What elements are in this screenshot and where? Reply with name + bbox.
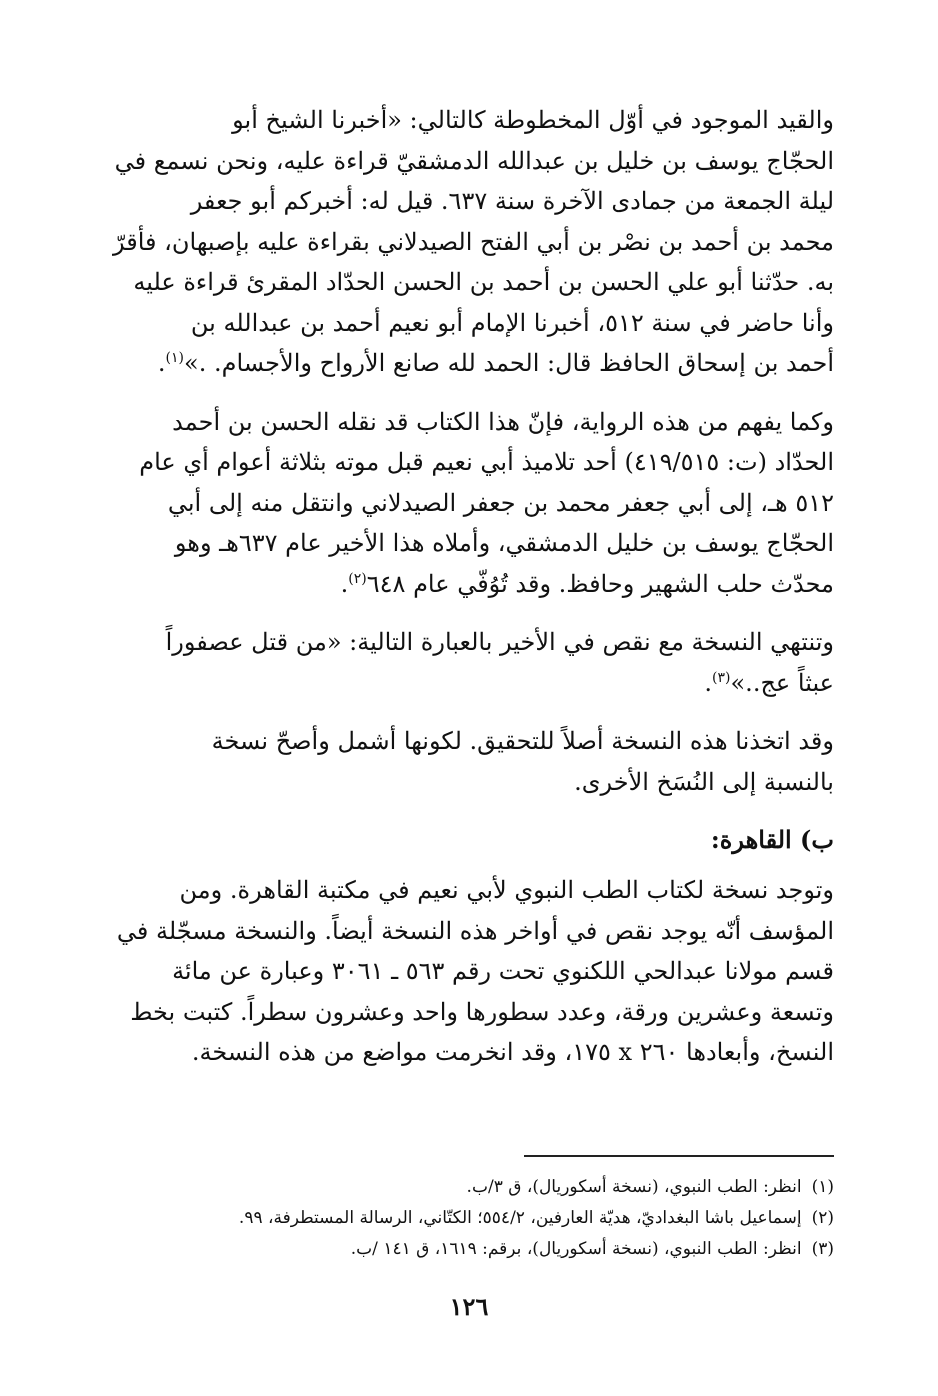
footnote-number: (٣) <box>811 1239 834 1259</box>
text-line: ٥١٢ هـ، إلى أبي جعفر محمد بن جعفر الصيدلاني وانتقل منه إلى أبي <box>167 488 834 517</box>
footnote-text: انظر: الطب النبوي، (نسخة أسكوريال)، برقم: ١٦١٩، ق ١٤١ /ب. <box>350 1239 802 1259</box>
text-line: وتسعة وعشرين ورقة، وعدد سطورها واحد وعشرون سطراً. كتبت بخط <box>130 997 834 1026</box>
text-line: الحدّاد (ت: ٤١٩/٥١٥) أحد تلاميذ أبي نعيم قبل موته بثلاثة أعوام أي عام <box>139 448 834 476</box>
text-line <box>76 663 834 704</box>
text-line: والقيد الموجود في أوّل المخطوطة كالتالي: «أخبرنا الشيخ أبو <box>232 106 834 134</box>
sentence-end: . <box>157 349 166 377</box>
footnote-text: إسماعيل باشا البغداديّ، هديّة العارفين، ٥٥٤/٢؛ الكتّاني، الرسالة المستطرفة، ٩٩. <box>238 1208 802 1228</box>
text-line: قسم مولانا عبدالحي اللكنوي تحت رقم ٥٦٣ ـ ٣٠٦١ وعبارة عن مائة <box>172 957 834 985</box>
paragraph-ending <box>76 622 834 703</box>
text-line: الحجّاج يوسف بن خليل بن عبدالله الدمشقيّ قراءة عليه، ونحن نسمع في <box>114 146 834 175</box>
paragraph-transmission <box>76 402 834 605</box>
sentence-end: . <box>340 569 349 598</box>
text-line <box>76 564 834 605</box>
footnote-2 <box>76 1203 834 1234</box>
text-line: وتوجد نسخة لكتاب الطب النبوي لأبي نعيم في مكتبة القاهرة. ومن <box>179 876 834 904</box>
text-line: بالنسبة إلى النُسَخ الأخرى. <box>574 767 834 796</box>
footnote-text: انظر: الطب النبوي، (نسخة أسكوريال)، ق ٣/ب. <box>466 1177 802 1197</box>
footnote-number: (١) <box>811 1177 834 1197</box>
page-number: ١٢٦ <box>449 1292 489 1321</box>
text-line: ليلة الجمعة من جمادى الآخرة سنة ٦٣٧. قيل له: أخبركم أبو جعفر <box>190 187 834 215</box>
footnote-ref-2: (٢) <box>348 570 367 587</box>
footnote-number: (٢) <box>811 1208 834 1228</box>
footnote-3 <box>76 1234 834 1265</box>
sentence-end: . <box>704 668 713 697</box>
text-line <box>76 343 834 384</box>
text-line-body: أحمد بن إسحاق الحافظ قال: الحمد لله صانع الأرواح والأجسام. .» <box>184 349 834 377</box>
text-line-body: عبثاً عج..» <box>730 668 834 697</box>
footnote-1 <box>76 1172 834 1203</box>
paragraph-manuscript-note <box>76 100 834 384</box>
footnotes <box>76 1172 834 1265</box>
footnote-separator <box>524 1155 834 1157</box>
text-line-body: محدّث حلب الشهير وحافظ. وقد تُوُفّي عام ٦٤٨ <box>366 569 834 598</box>
footnote-ref-1: (١) <box>165 350 185 366</box>
section-heading: ب) القاهرة: <box>710 825 834 854</box>
main-text <box>76 100 834 1073</box>
text-line: الحجّاج يوسف بن خليل الدمشقي، وأملاه هذا الأخير عام ٦٣٧هـ وهو <box>174 529 834 557</box>
text-line: المؤسف أنّه يوجد نقص في أواخر هذه النسخة أيضاً. والنسخة مسجّلة في <box>116 916 834 945</box>
text-line: وأنا حاضر في سنة ٥١٢، أخبرنا الإمام أبو نعيم أحمد بن عبدالله بن <box>190 308 834 337</box>
text-line: وكما يفهم من هذه الرواية، فإنّ هذا الكتاب قد نقله الحسن بن أحمد <box>172 407 834 436</box>
paragraph-basis <box>76 721 834 802</box>
paragraph-cairo <box>76 870 834 1073</box>
text-line: وقد اتخذنا هذه النسخة أصلاً للتحقيق. لكونها أشمل وأصحّ نسخة <box>211 727 834 755</box>
text-line: به. حدّثنا أبو علي الحسن بن أحمد بن الحسن الحدّاد المقرئ قراءة عليه <box>133 268 834 296</box>
text-line: محمد بن أحمد بن نصْر بن أبي الفتح الصيدلاني بقراءة عليه بإصبهان، فأقرّ <box>113 227 834 256</box>
text-line: وتنتهي النسخة مع نقص في الأخير بالعبارة التالية: «من قتل عصفوراً <box>165 628 834 656</box>
footnote-ref-3: (٣) <box>712 669 731 686</box>
text-line: النسخ، وأبعادها ٢٦٠ x ١٧٥، وقد انخرمت مواضع من هذه النسخة. <box>191 1038 834 1066</box>
